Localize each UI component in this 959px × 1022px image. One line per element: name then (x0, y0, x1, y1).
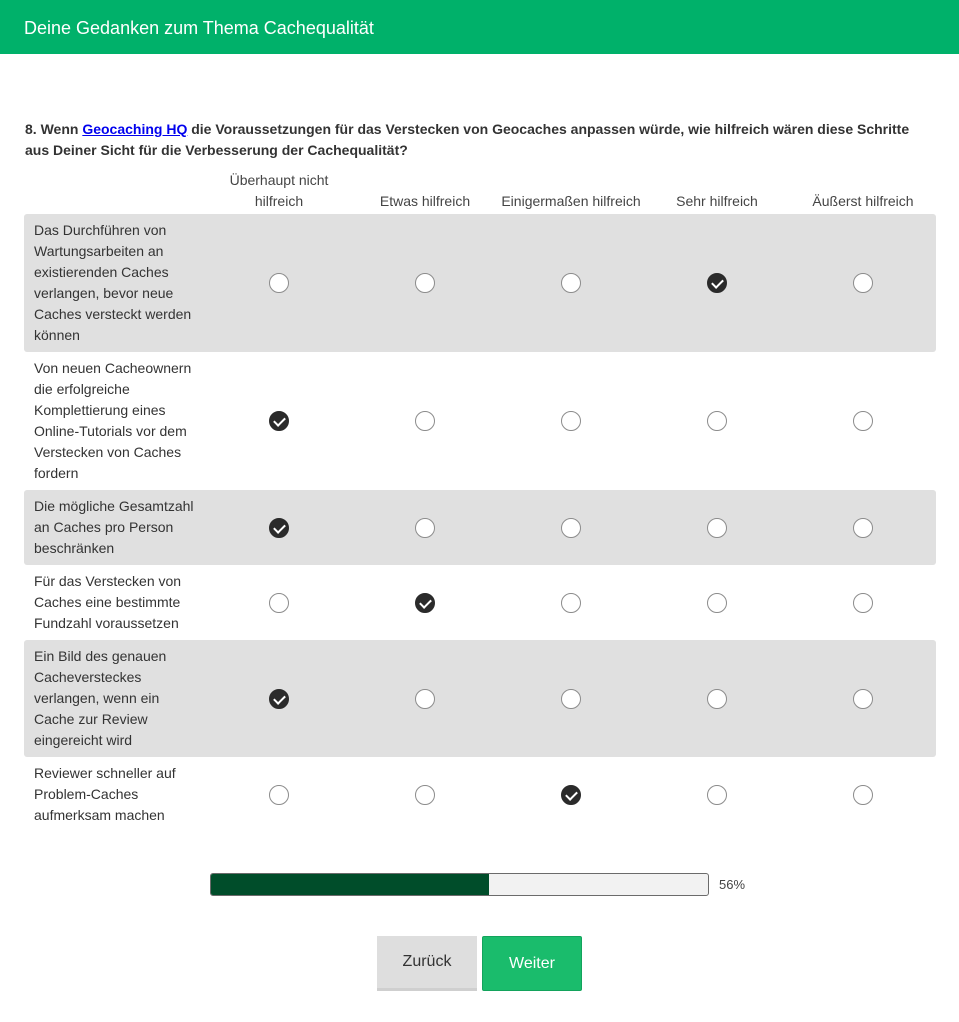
back-button[interactable]: Zurück (377, 936, 477, 991)
radio-button[interactable] (561, 411, 581, 431)
radio-button[interactable] (561, 593, 581, 613)
radio-button[interactable] (853, 273, 873, 293)
scale-header-option: Überhaupt nicht hilfreich (229, 172, 329, 209)
radio-button[interactable] (853, 593, 873, 613)
question-prefix: 8. Wenn (25, 121, 83, 137)
radio-button[interactable] (853, 518, 873, 538)
matrix-row (24, 214, 936, 352)
radio-button[interactable] (853, 411, 873, 431)
progress-bar (210, 873, 709, 896)
matrix-row (24, 640, 936, 757)
progress-fill (211, 874, 489, 895)
row-label: Das Durchführen von Wartungsarbeiten an existierenden Caches verlangen, bevor neue Caches versteckt werden können (34, 222, 192, 343)
matrix-row (24, 757, 936, 832)
scale-header (24, 168, 936, 212)
radio-button[interactable] (707, 518, 727, 538)
question-text (25, 119, 925, 161)
radio-button[interactable] (707, 411, 727, 431)
scale-header-option: Äußerst hilfreich (812, 193, 914, 209)
radio-button-checked[interactable] (269, 411, 289, 431)
radio-button[interactable] (415, 273, 435, 293)
radio-button-checked[interactable] (707, 273, 727, 293)
scale-header-option: Einigermaßen hilfreich (501, 193, 641, 209)
scale-header-option: Etwas hilfreich (379, 193, 471, 209)
radio-button[interactable] (707, 593, 727, 613)
radio-button[interactable] (853, 785, 873, 805)
matrix-row (24, 565, 936, 640)
radio-button[interactable] (415, 518, 435, 538)
geocaching-hq-link[interactable]: Geocaching HQ (82, 121, 188, 137)
matrix-row (24, 352, 936, 490)
radio-button[interactable] (707, 689, 727, 709)
row-label: Von neuen Cacheownern die erfolgreiche Komplettierung eines Online-Tutorials vor dem Verstecken von Caches fordern (34, 360, 192, 481)
radio-button[interactable] (707, 785, 727, 805)
radio-button[interactable] (415, 785, 435, 805)
radio-button[interactable] (269, 273, 289, 293)
row-label: Reviewer schneller auf Problem-Caches aufmerksam machen (34, 765, 176, 823)
rating-matrix (24, 214, 936, 832)
radio-button[interactable] (561, 518, 581, 538)
next-button[interactable]: Weiter (482, 936, 582, 991)
radio-button[interactable] (415, 689, 435, 709)
row-label: Für das Verstecken von Caches eine bestimmte Fundzahl voraussetzen (34, 573, 182, 631)
radio-button[interactable] (415, 411, 435, 431)
survey-title: Deine Gedanken zum Thema Cachequalität (24, 18, 374, 38)
row-label: Die mögliche Gesamtzahl an Caches pro Person beschränken (34, 498, 194, 556)
radio-button-checked[interactable] (561, 785, 581, 805)
radio-button[interactable] (561, 273, 581, 293)
radio-button[interactable] (853, 689, 873, 709)
radio-button[interactable] (269, 593, 289, 613)
radio-button[interactable] (269, 785, 289, 805)
radio-button[interactable] (561, 689, 581, 709)
question-suffix: die Voraussetzungen für das Verstecken von Geocaches anpassen würde, wie hilfreich wären diese Schritte aus Deiner Sicht für die Verbesserung der Cachequalität? (25, 121, 910, 158)
matrix-row (24, 490, 936, 565)
radio-button-checked[interactable] (269, 518, 289, 538)
radio-button-checked[interactable] (269, 689, 289, 709)
survey-header (0, 0, 959, 54)
row-label: Ein Bild des genauen Cacheversteckes verlangen, wenn ein Cache zur Review eingereicht wird (34, 648, 167, 748)
scale-header-option: Sehr hilfreich (676, 193, 758, 209)
radio-button-checked[interactable] (415, 593, 435, 613)
progress-percent: 56% (719, 877, 746, 892)
